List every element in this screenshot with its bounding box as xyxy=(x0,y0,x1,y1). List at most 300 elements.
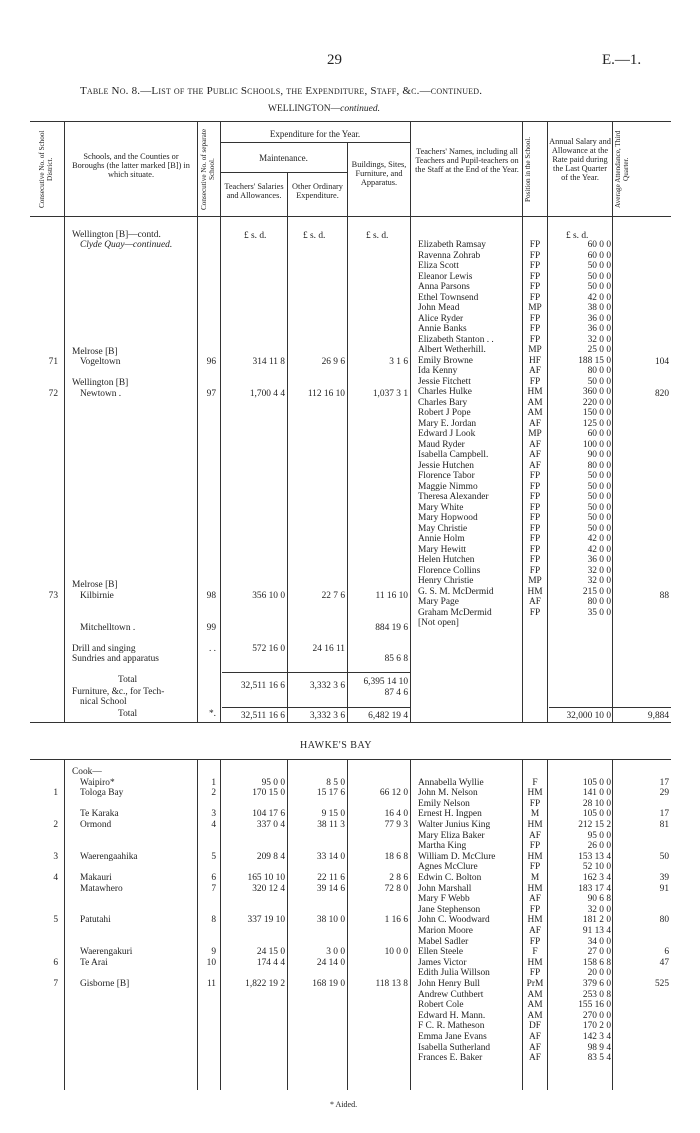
teacher-salary: 95 0 0 xyxy=(587,830,611,841)
teacher-position: FP xyxy=(529,904,541,915)
grand-total-salary: 32,000 10 0 xyxy=(566,711,611,721)
teacher-name: Mary E. Jordan xyxy=(418,418,477,429)
teacher-salary: 155 16 0 xyxy=(578,1000,611,1011)
teacher-name: Agnes McClure xyxy=(418,862,478,873)
grand-total-label: Total xyxy=(118,709,138,719)
attendance-value: 29 xyxy=(659,788,669,799)
teacher-name: Ellen Steele xyxy=(418,947,464,958)
teacher-salary: 142 3 4 xyxy=(582,1032,611,1042)
teacher-name: Walter Junius King xyxy=(418,820,491,830)
teacher-name: Annabella Wyllie xyxy=(418,777,484,788)
header-top-rule xyxy=(30,121,671,122)
school-number: 8 xyxy=(211,915,216,926)
other-value: 22 11 6 xyxy=(317,873,345,883)
page-number: 29 xyxy=(327,52,342,68)
teacher-salary: 83 5 4 xyxy=(587,1053,611,1064)
header-buildings: Buildings, Sites, Furniture, and Apparatus. xyxy=(351,160,407,187)
salaries-value: 337 19 10 xyxy=(247,915,285,926)
hb-v1 xyxy=(64,759,65,1090)
teacher-position: MP xyxy=(528,345,542,355)
other-value: 39 14 6 xyxy=(316,883,345,894)
teacher-position: M xyxy=(530,809,540,820)
district-number: 2 xyxy=(53,820,58,830)
buildings-value: 1,037 3 1 xyxy=(372,389,408,399)
teacher-name: Ida Kenny xyxy=(418,366,458,376)
school-name: Vogeltown xyxy=(80,357,121,367)
teacher-position: FP xyxy=(529,862,541,873)
teacher-position: AM xyxy=(527,1010,543,1021)
grid-v5 xyxy=(347,142,348,216)
teacher-name: John Mead xyxy=(418,303,460,313)
teacher-position: FP xyxy=(529,471,541,481)
hb-top-rule xyxy=(30,759,671,760)
teacher-salary: 158 6 8 xyxy=(582,957,611,968)
buildings-value: 77 9 3 xyxy=(384,820,408,830)
buildings-value: 118 13 8 xyxy=(375,979,408,989)
buildings-value: 884 19 6 xyxy=(375,623,408,633)
teacher-salary: 125 0 0 xyxy=(582,418,611,429)
district-number: 6 xyxy=(53,957,58,968)
attendance-value: 47 xyxy=(659,957,669,968)
teacher-position: FP xyxy=(529,240,541,250)
teacher-salary: 52 10 0 xyxy=(582,862,611,873)
teacher-position: AM xyxy=(527,1000,543,1011)
teacher-name: Jane Stephenson xyxy=(418,904,481,915)
hb-v3 xyxy=(220,759,221,1090)
teacher-name: Maud Ryder xyxy=(418,439,465,450)
borough-label: Melrose [B] xyxy=(72,347,118,357)
teacher-salary: 379 6 0 xyxy=(582,979,611,989)
other-value: 26 9 6 xyxy=(321,357,345,367)
other-value: 24 14 0 xyxy=(316,957,345,968)
teacher-name: Eleanor Lewis xyxy=(418,271,473,282)
header-teachers-names: Teachers' Names, including all Teachers and Pupil-teachers on the Staff at the End of the Year. xyxy=(415,147,519,174)
salaries-value: 572 16 0 xyxy=(252,644,285,654)
teacher-name: Ravenna Zohrab xyxy=(418,250,481,261)
header-schools: Schools, and the Counties or Boroughs (the latter marked [B]) in which situate. xyxy=(72,152,190,179)
teacher-name: Albert Wetherhill. xyxy=(418,345,486,355)
buildings-value: 3 1 6 xyxy=(389,357,408,367)
teacher-position: HM xyxy=(527,915,543,926)
salaries-value: 314 11 8 xyxy=(252,357,285,367)
school-name: Waipiro* xyxy=(80,777,115,788)
teacher-position: FP xyxy=(529,271,541,282)
teacher-position: DF xyxy=(529,1021,541,1032)
other-value: 15 17 6 xyxy=(316,788,345,799)
teacher-position: MP xyxy=(528,303,542,313)
grand-total-buildings: 6,482 19 4 xyxy=(368,711,408,721)
teacher-position: FP xyxy=(529,565,541,576)
teacher-position: MP xyxy=(528,429,542,439)
lsd-header-other: £ s. d. xyxy=(303,231,326,241)
teacher-name: John M. Nelson xyxy=(418,788,478,799)
teacher-salary: 50 0 0 xyxy=(587,376,611,387)
teacher-salary: 80 0 0 xyxy=(587,597,611,607)
teacher-position: FP xyxy=(529,968,541,979)
school-number: 2 xyxy=(211,788,216,799)
header-district-no: Consecutive No. of School District. xyxy=(38,130,54,208)
school-name: Te Arai xyxy=(80,957,108,968)
school-number: . . xyxy=(208,644,216,654)
teacher-salary: 32 0 0 xyxy=(587,576,611,586)
lsd-header-buildings: £ s. d. xyxy=(366,231,389,241)
teacher-position: FP xyxy=(529,513,541,523)
header-maintenance: Maintenance. xyxy=(259,153,308,163)
table-title: Table No. 8.—List of the Public Schools, the Expenditure, Staff, &c.—continued. xyxy=(80,85,483,97)
attendance-value: 525 xyxy=(654,979,669,989)
buildings-value: 10 0 0 xyxy=(384,947,408,958)
other-value: 9 15 0 xyxy=(321,809,345,820)
teacher-position: AM xyxy=(527,397,543,408)
body-v4 xyxy=(287,216,288,722)
total-buildings: 6,395 14 10 xyxy=(363,677,408,687)
grid-v2 xyxy=(197,121,198,216)
region-title-wellington xyxy=(268,104,380,114)
grand-total-mark: *. xyxy=(208,709,216,719)
buildings-value: 18 6 8 xyxy=(384,851,408,862)
teacher-salary: 215 0 0 xyxy=(582,586,611,597)
teacher-salary: 90 0 0 xyxy=(587,450,611,460)
teacher-salary: 20 0 0 xyxy=(587,968,611,979)
school-number: 7 xyxy=(211,883,216,894)
attendance-value: 88 xyxy=(659,591,669,601)
attendance-value: 91 xyxy=(659,883,669,894)
total-other: 3,332 3 6 xyxy=(309,681,345,691)
teacher-salary: 105 0 0 xyxy=(582,777,611,788)
teacher-name: Mary Page xyxy=(418,597,459,607)
teacher-name: John Marshall xyxy=(418,883,472,894)
teacher-position: FP xyxy=(529,492,541,502)
school-name: Sundries and apparatus xyxy=(72,654,159,664)
district-number: 3 xyxy=(53,851,58,862)
district-number: 73 xyxy=(48,591,58,601)
buildings-value: 72 8 0 xyxy=(384,883,408,894)
teacher-position: AF xyxy=(529,894,541,905)
header-expenditure: Expenditure for the Year. xyxy=(269,129,361,139)
body-v5 xyxy=(347,216,348,722)
teacher-salary: 32 0 0 xyxy=(587,334,611,345)
teacher-salary: 42 0 0 xyxy=(587,534,611,544)
teacher-position: PrM xyxy=(526,979,544,989)
teacher-name: Robert Cole xyxy=(418,1000,464,1011)
teacher-name: Charles Bary xyxy=(418,397,468,408)
region-name: WELLINGTON— xyxy=(268,104,341,114)
school-number: 1 xyxy=(211,777,216,788)
teacher-name: Edith Julia Willson xyxy=(418,968,490,979)
teacher-salary: 50 0 0 xyxy=(587,261,611,271)
teacher-position: M xyxy=(530,873,540,883)
furniture-buildings: 87 4 6 xyxy=(384,688,408,698)
teacher-salary: 50 0 0 xyxy=(587,481,611,492)
grand-total-attendance: 9,884 xyxy=(647,711,669,721)
teacher-name: Graham McDermid xyxy=(418,607,492,618)
teacher-position: AF xyxy=(529,450,541,460)
school-number: 9 xyxy=(211,947,216,958)
teacher-name: Mary Eliza Baker xyxy=(418,830,485,841)
grid-v7 xyxy=(522,121,523,216)
school-number: 10 xyxy=(206,957,216,968)
salaries-value: 95 0 0 xyxy=(261,777,285,788)
teacher-salary: 50 0 0 xyxy=(587,513,611,523)
teacher-salary: 26 0 0 xyxy=(587,841,611,852)
teacher-name: John Henry Bull xyxy=(418,979,480,989)
teacher-name: Edward J Look xyxy=(418,429,476,439)
hb-v4 xyxy=(287,759,288,1090)
teacher-name: Frances E. Baker xyxy=(418,1053,483,1064)
teacher-position: HM xyxy=(527,883,543,894)
total-salaries: 32,511 16 6 xyxy=(240,681,285,691)
body-v7 xyxy=(522,216,523,722)
grand-total-salaries: 32,511 16 6 xyxy=(240,711,285,721)
grid-v9 xyxy=(612,121,613,216)
teacher-position: FP xyxy=(529,798,541,809)
teacher-name: Ethel Townsend xyxy=(418,292,479,303)
furniture-label: Furniture, &c., for Tech- xyxy=(72,687,165,697)
teacher-salary: 36 0 0 xyxy=(587,313,611,324)
teacher-name: Robert J Pope xyxy=(418,408,471,418)
teacher-name: [Not open] xyxy=(418,618,459,628)
body-v6 xyxy=(410,216,411,722)
teacher-name: Emily Nelson xyxy=(418,798,470,809)
teacher-name: Elizabeth Stanton . . xyxy=(418,334,494,345)
grand-total-rule xyxy=(222,707,410,708)
buildings-value: 11 16 10 xyxy=(375,591,408,601)
header-bottom-rule xyxy=(30,216,671,217)
teacher-position: FP xyxy=(529,261,541,271)
teacher-name: Annie Holm xyxy=(418,534,465,544)
lsd-header-salaries: £ s. d. xyxy=(244,231,267,241)
attendance-value: 17 xyxy=(659,777,669,788)
teacher-name: Anna Parsons xyxy=(418,282,470,292)
teacher-position: F xyxy=(532,947,538,958)
school-name: Ormond xyxy=(80,820,112,830)
teacher-salary: 25 0 0 xyxy=(587,345,611,355)
teacher-position: AM xyxy=(527,408,543,418)
teacher-salary: 35 0 0 xyxy=(587,607,611,618)
teacher-name: F C. R. Matheson xyxy=(418,1021,485,1032)
teacher-name: Isabella Sutherland xyxy=(418,1042,491,1053)
teacher-position: AF xyxy=(529,418,541,429)
header-annual-salary: Annual Salary and Allowance at the Rate paid during the Last Quarter of the Year. xyxy=(549,137,611,182)
school-number: 99 xyxy=(206,623,216,633)
teacher-salary: 150 0 0 xyxy=(582,408,611,418)
teacher-position: FP xyxy=(529,544,541,555)
school-name: Makauri xyxy=(80,873,112,883)
other-value: 8 5 0 xyxy=(326,777,345,788)
teacher-position: FP xyxy=(529,841,541,852)
salaries-value: 174 4 4 xyxy=(256,957,285,968)
school-name: Drill and singing xyxy=(72,644,136,654)
teacher-salary: 60 0 0 xyxy=(587,250,611,261)
teacher-name: Marion Moore xyxy=(418,926,473,936)
salaries-value: 1,700 4 4 xyxy=(249,389,285,399)
teacher-name: William D. McClure xyxy=(418,851,496,862)
teacher-name: Edwin C. Bolton xyxy=(418,873,482,883)
teacher-salary: 38 0 0 xyxy=(587,303,611,313)
total-label: Total xyxy=(118,675,138,685)
teacher-position: HM xyxy=(527,851,543,862)
teacher-position: AF xyxy=(529,1042,541,1053)
teacher-name: Mary White xyxy=(418,502,464,513)
teacher-name: Helen Hutchen xyxy=(418,555,475,565)
school-name: Newtown . xyxy=(80,389,122,399)
other-value: 38 11 3 xyxy=(317,820,345,830)
furniture-label: nical School xyxy=(80,697,127,707)
teacher-position: HM xyxy=(527,387,543,397)
teacher-salary: 181 2 0 xyxy=(582,915,611,926)
other-value: 112 16 10 xyxy=(307,389,345,399)
teacher-position: AF xyxy=(529,439,541,450)
other-value: 3 0 0 xyxy=(326,947,345,958)
teacher-name: Maggie Nimmo xyxy=(418,481,478,492)
school-name: Waerengakuri xyxy=(80,947,133,958)
teacher-salary: 91 13 4 xyxy=(582,926,611,936)
header-position: Position in the School. xyxy=(524,136,532,202)
teacher-name: May Christie xyxy=(418,523,468,534)
teacher-position: FP xyxy=(529,292,541,303)
teacher-position: HF xyxy=(529,355,541,366)
teacher-name: Alice Ryder xyxy=(418,313,464,324)
attendance-value: 17 xyxy=(659,809,669,820)
teacher-salary: 50 0 0 xyxy=(587,271,611,282)
footnote: * Aided. xyxy=(330,1100,358,1109)
other-value: 22 7 6 xyxy=(321,591,345,601)
total-rule xyxy=(222,672,410,673)
school-name: Matawhero xyxy=(80,883,123,894)
teacher-position: FP xyxy=(529,607,541,618)
teacher-name: Jessie Hutchen xyxy=(418,460,474,471)
teacher-salary: 141 0 0 xyxy=(582,788,611,799)
school-number: 96 xyxy=(206,357,216,367)
teacher-salary: 60 0 0 xyxy=(587,429,611,439)
school-number: 97 xyxy=(206,389,216,399)
teacher-name: John C. Woodward xyxy=(418,915,490,926)
hb-v5 xyxy=(347,759,348,1090)
hb-v7 xyxy=(522,759,523,1090)
teacher-position: AF xyxy=(529,1032,541,1042)
teacher-name: Edward H. Mann. xyxy=(418,1010,486,1021)
other-value: 33 14 0 xyxy=(316,851,345,862)
teacher-name: Emily Browne xyxy=(418,355,473,366)
teacher-name: Isabella Campbell. xyxy=(418,450,489,460)
teacher-salary: 50 0 0 xyxy=(587,523,611,534)
other-value: 168 19 0 xyxy=(312,979,345,989)
hb-v6 xyxy=(410,759,411,1090)
teacher-name: G. S. M. McDermid xyxy=(418,586,494,597)
region-continued: continued. xyxy=(340,104,380,114)
teacher-name: Eliza Scott xyxy=(418,261,459,271)
teacher-salary: 32 0 0 xyxy=(587,904,611,915)
school-number: 98 xyxy=(206,591,216,601)
teacher-salary: 170 2 0 xyxy=(582,1021,611,1032)
attendance-value: 39 xyxy=(659,873,669,883)
teacher-salary: 50 0 0 xyxy=(587,471,611,481)
teacher-position: HM xyxy=(527,788,543,799)
teacher-position: AF xyxy=(529,1053,541,1064)
attendance-value: 50 xyxy=(659,851,669,862)
school-name: Kilbirnie xyxy=(80,591,114,601)
teacher-name: Theresa Alexander xyxy=(418,492,489,502)
teacher-position: FP xyxy=(529,555,541,565)
salaries-value: 165 10 10 xyxy=(247,873,285,883)
teacher-name: Mabel Sadler xyxy=(418,936,469,947)
salaries-value: 170 15 0 xyxy=(252,788,285,799)
teacher-name: Andrew Cuthbert xyxy=(418,989,484,1000)
district-number: 4 xyxy=(53,873,58,883)
school-number: 4 xyxy=(211,820,216,830)
other-value: 38 10 0 xyxy=(316,915,345,926)
teacher-salary: 28 10 0 xyxy=(582,798,611,809)
district-number: 71 xyxy=(48,357,58,367)
buildings-value: 85 6 8 xyxy=(384,654,408,664)
teacher-name: Emma Jane Evans xyxy=(418,1032,487,1042)
teacher-salary: 27 0 0 xyxy=(587,947,611,958)
salaries-value: 1,822 19 2 xyxy=(245,979,285,989)
teacher-salary: 36 0 0 xyxy=(587,555,611,565)
teacher-position: AF xyxy=(529,366,541,376)
grid-v3 xyxy=(220,121,221,216)
teacher-name: Florence Collins xyxy=(418,565,481,576)
teacher-salary: 50 0 0 xyxy=(587,492,611,502)
grand-total-other: 3,332 3 6 xyxy=(309,711,345,721)
teacher-position: HM xyxy=(527,820,543,830)
teacher-salary: 42 0 0 xyxy=(587,292,611,303)
teacher-salary: 153 13 4 xyxy=(578,851,611,862)
borough-label: Wellington [B] xyxy=(72,378,129,388)
buildings-value: 2 8 6 xyxy=(389,873,408,883)
expenditure-rule xyxy=(220,142,410,143)
salaries-value: 24 15 0 xyxy=(256,947,285,958)
school-name: Waerengaahika xyxy=(80,851,138,862)
body-v3 xyxy=(220,216,221,722)
school-label: Clyde Quay—continued. xyxy=(80,240,173,250)
salaries-value: 337 0 4 xyxy=(256,820,285,830)
lsd-header-salary: £ s. d. xyxy=(566,231,589,241)
teacher-position: AF xyxy=(529,597,541,607)
borough-label: Melrose [B] xyxy=(72,580,118,590)
teacher-salary: 253 0 8 xyxy=(582,989,611,1000)
teacher-salary: 50 0 0 xyxy=(587,502,611,513)
school-name: Te Karaka xyxy=(80,809,119,820)
teacher-salary: 162 3 4 xyxy=(582,873,611,883)
teacher-salary: 105 0 0 xyxy=(582,809,611,820)
teacher-name: Charles Hulke xyxy=(418,387,472,397)
teacher-name: Annie Banks xyxy=(418,324,467,334)
school-name: Tologa Bay xyxy=(80,788,124,799)
teacher-salary: 80 0 0 xyxy=(587,460,611,471)
school-name: Cook— xyxy=(72,767,102,777)
teacher-salary: 270 0 0 xyxy=(582,1010,611,1021)
grid-v8 xyxy=(547,121,548,216)
teacher-salary: 32 0 0 xyxy=(587,565,611,576)
teacher-position: FP xyxy=(529,376,541,387)
header-attendance: Average Attendance, Third Quarter. xyxy=(614,130,630,208)
grid-v6 xyxy=(410,121,411,216)
attendance-value: 6 xyxy=(664,947,669,958)
header-teachers-salaries: Teachers' Salaries and Allowances. xyxy=(224,182,284,200)
teacher-position: FP xyxy=(529,324,541,334)
school-name: Patutahi xyxy=(80,915,111,926)
teacher-name: Jessie Fitchett xyxy=(418,376,471,387)
teacher-salary: 98 9 4 xyxy=(587,1042,611,1053)
salaries-value: 209 8 4 xyxy=(256,851,285,862)
teacher-name: James Victor xyxy=(418,957,467,968)
salaries-value: 104 17 6 xyxy=(252,809,285,820)
teacher-position: F xyxy=(532,777,538,788)
grid-v1 xyxy=(64,121,65,216)
buildings-value: 16 4 0 xyxy=(384,809,408,820)
teacher-salary: 50 0 0 xyxy=(587,282,611,292)
